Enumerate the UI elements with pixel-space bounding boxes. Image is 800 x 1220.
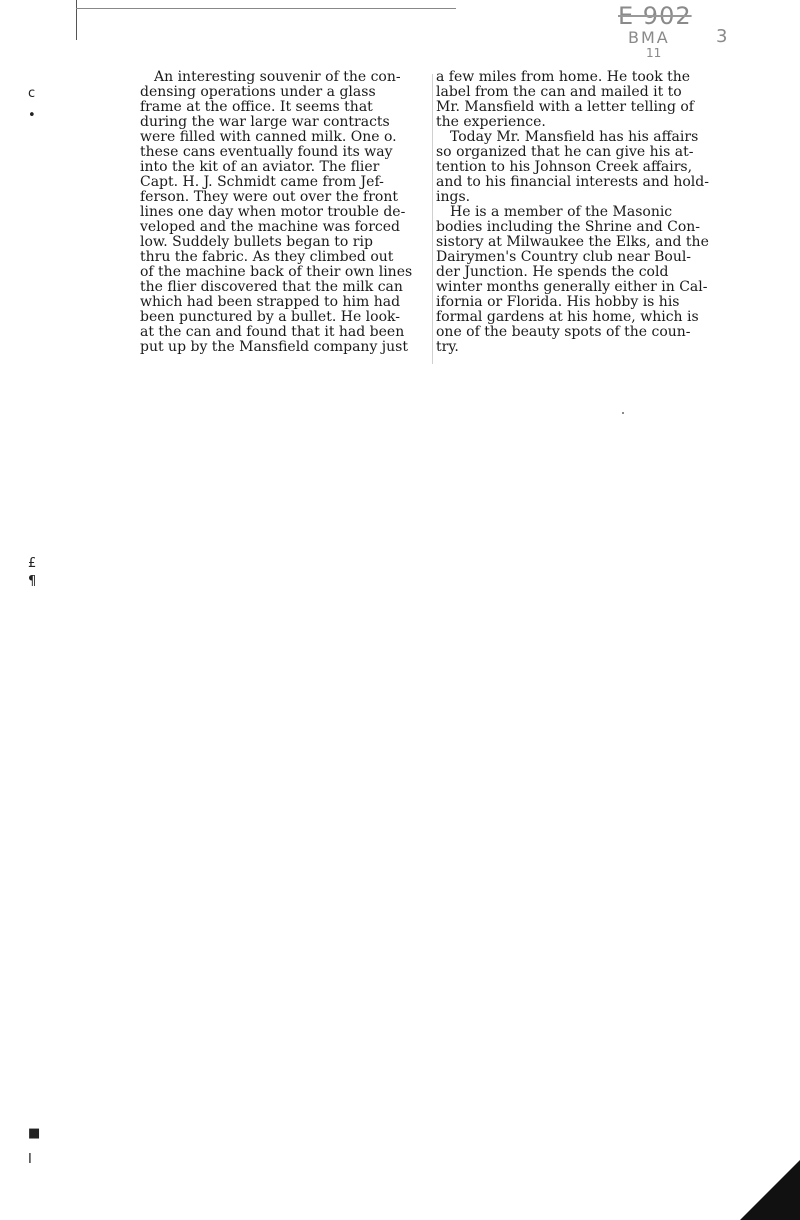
stamp-line-2: BMA [628,28,670,47]
margin-mark: • [28,108,36,123]
article-column-right [436,70,724,355]
archive-stamp [612,2,752,62]
margin-mark: I [28,1152,32,1167]
article-paragraph: He is a member of the Masonic bodies including the Shrine and Con- sistory at Milwaukee the Elks, and the Dairymen's Country club near Boul- der Junction. He spends the cold winter months generally either in Cal- ifornia or Florida. His hobby is his formal gardens at his home, which is one of the beauty spots of the coun- try. [436,204,709,355]
article-paragraph: a few miles from home. He took the label from the can and mailed it to Mr. Mansfield with a letter telling of the experience. [436,69,694,130]
article-paragraph: An interesting souvenir of the con- densing operations under a glass frame at the office. It seems that during the war large war contracts were filled with canned milk. One o. these cans eventually found its way into the kit of an aviator. The flier Capt. H. J. Schmidt came from Jef- ferson. They were out over the front lines one day when motor trouble de- veloped and the machine was forced low. Suddely bullets began to rip thru the fabric. As they climbed out of the machine back of their own lines the flier discovered that the milk can which had been strapped to him had been punctured by a bullet. He look- at the can and found that it had been put up by the Mansfield company just [140,69,413,355]
page-edge-line [76,0,77,40]
article-paragraph: Today Mr. Mansfield has his affairs so organized that he can give his at- tention to his Johnson Creek affairs, and to his financial interests and hold- ings. [436,129,709,205]
stamp-line-3: 11 [646,46,662,60]
margin-mark: c [28,86,36,101]
margin-mark: £ [28,556,37,571]
stamp-page-number: 3 [716,26,728,47]
margin-mark: ¶ [28,574,37,589]
ink-speck [622,412,624,414]
page-corner-curl [740,1160,800,1220]
stamp-line-1: E 902 [618,2,692,30]
article-column-left [140,70,430,355]
margin-mark: ■ [28,1126,41,1141]
column-divider [432,74,433,364]
top-rule [76,8,456,9]
